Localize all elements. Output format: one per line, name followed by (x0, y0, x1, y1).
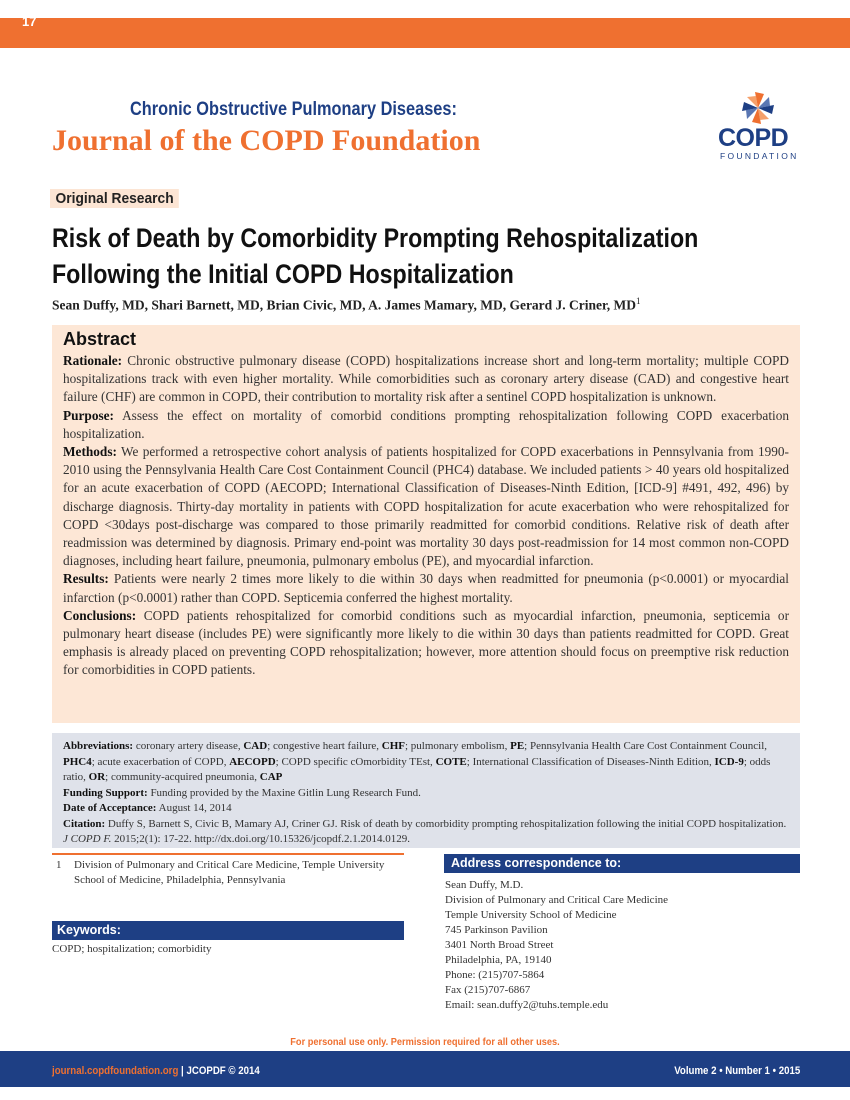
abstract-results (63, 570, 789, 606)
journal-site-link[interactable]: journal.copdfoundation.org (52, 1065, 179, 1077)
funding-text: Funding provided by the Maxine Gitlin Lung Research Fund. (150, 786, 421, 799)
address-line: Phone: (215)707-5864 (445, 969, 545, 981)
address-line: Temple University School of Medicine (445, 909, 617, 921)
abstract-box (52, 325, 800, 723)
citation (63, 817, 789, 848)
author-list (52, 296, 641, 314)
affiliation-mark: 1 (636, 296, 641, 306)
affiliation-footnote (56, 858, 396, 888)
abbr-term: pulmonary embolism, (410, 740, 508, 752)
footnote-number: 1 (56, 859, 62, 871)
abbr: OR (88, 771, 106, 783)
acceptance-label: Date of Acceptance: (63, 802, 157, 814)
abstract-methods (63, 443, 789, 570)
abbr-term: COPD specific cOmorbidity TEst, (281, 755, 433, 768)
copd-foundation-logo (712, 90, 812, 162)
logo-subtext: FOUNDATION (720, 151, 799, 161)
abbreviations: Abbreviations: coronary artery disease, CAD; congestive heart failure, CHF; pulmonary embolism, PE; Pennsylvania Health Care Cost Containment Council, PHC4; acute exacerbation of COPD, AECOPD; COPD specific cOmorbidity TEst, COTE; International Classification of Diseases-Ninth Edition, ICD-9; odds ratio, OR; community-acquired pneumonia, CAP (63, 740, 771, 783)
abbr-term: coronary artery disease, (135, 740, 241, 752)
article-title-line: Following the Initial COPD Hospitalization (52, 259, 514, 289)
citation-label: Citation: (63, 817, 106, 830)
abbr: AECOPD (229, 755, 276, 768)
address-line: Email: sean.duffy2@tuhs.temple.edu (445, 999, 609, 1011)
abbr-term: community-acquired pneumonia, (110, 771, 257, 783)
keywords-text: COPD; hospitalization; comorbidity (52, 943, 212, 955)
footer-left (52, 1065, 260, 1077)
address-line: 3401 North Broad Street (445, 939, 554, 951)
article-title-line: Risk of Death by Comorbidity Prompting Rehospitalization (52, 223, 699, 253)
abbr-term: Pennsylvania Health Care Cost Containment Council, (529, 740, 768, 752)
section-label: Conclusions: (63, 607, 137, 623)
usage-notice: For personal use only. Permission required for all other uses. (290, 1036, 560, 1048)
abstract-purpose (63, 407, 789, 443)
abbr: PHC4 (63, 755, 92, 768)
address-line: 745 Parkinson Pavilion (445, 924, 548, 936)
abbr: ICD-9 (714, 755, 744, 768)
footer-copyright: JCOPDF © 2014 (186, 1065, 260, 1077)
abbr: COTE (435, 755, 467, 768)
journal-title: Journal of the COPD Foundation (52, 124, 481, 157)
abbr: CAP (259, 771, 283, 783)
abbr: CAD (243, 740, 268, 752)
footer-volume: Volume 2 • Number 1 • 2015 (673, 1065, 800, 1077)
funding-label: Funding Support: (63, 786, 148, 799)
section-label: Results: (63, 571, 109, 587)
logo-wordmark: COPD (718, 124, 789, 152)
keywords-header: Keywords: (52, 921, 404, 940)
section-text: Assess the effect on mortality of comorbid conditions prompting rehospitalization following COPD exacerbation hospitalization. (63, 407, 789, 441)
abbr: CHF (381, 740, 405, 752)
abbr: PE (510, 740, 525, 752)
abstract-heading: Abstract (63, 329, 137, 349)
correspondence-header: Address correspondence to: (444, 854, 800, 873)
footnote-text: Division of Pulmonary and Critical Care Medicine, Temple University School of Medicine, Philadelphia, Pennsylvania (74, 859, 385, 886)
article-metadata-box (52, 733, 800, 848)
abbr-term: odds ratio, (63, 755, 771, 783)
top-banner (0, 18, 850, 48)
authors-text: Sean Duffy, MD, Shari Barnett, MD, Brian Civic, MD, A. James Mamary, MD, Gerard J. Criner, MD (52, 297, 637, 313)
page-number: 17 (22, 14, 37, 29)
section-text: Patients were nearly 2 times more likely to die within 30 days when readmitted for pneumonia (p<0.0001) or myocardial infarction (p<0.0001) rather than COPD. Septicemia conferred the highest mortality. (63, 571, 789, 605)
acceptance-text: August 14, 2014 (158, 802, 232, 814)
funding (63, 786, 789, 802)
section-label: Rationale: (63, 353, 123, 368)
abstract-rationale (63, 352, 789, 407)
correspondence-address (445, 878, 668, 1013)
section-label: Methods: (63, 444, 117, 460)
abbreviations-label: Abbreviations: (63, 740, 134, 752)
acceptance-date (63, 801, 789, 817)
abbr-term: acute exacerbation of COPD, (97, 755, 227, 768)
citation-journal: J COPD F. (63, 833, 112, 845)
journal-subtitle: Chronic Obstructive Pulmonary Diseases: (130, 99, 457, 120)
address-line: Division of Pulmonary and Critical Care Medicine (445, 894, 669, 906)
citation-text: Duffy S, Barnett S, Civic B, Mamary AJ, Criner GJ. Risk of death by comorbidity prompting rehospitalization following the initial COPD hospitalization. (107, 817, 787, 830)
citation-details: 2015;2(1): 17-22. http://dx.doi.org/10.15326/jcopdf.2.1.2014.0129. (114, 833, 411, 845)
footer-separator: | (181, 1065, 184, 1077)
address-line: Philadelphia, PA, 19140 (445, 954, 552, 966)
article-title (52, 220, 698, 292)
footnote-divider (52, 853, 404, 855)
section-text: We performed a retrospective cohort analysis of patients hospitalized for COPD exacerbations in Pennsylvania from 1990-2010 using the Pennsylvania Health Care Cost Containment Council (PHC4) database. We included patients > 40 years old hospitalized for an acute exacerbation of COPD (AECOPD; International Classification of Diseases-Ninth Edition, [ICD-9] #491, 492, 496) by discharge diagnosis. Thirty-day mortality in patients with COPD hospitalization for acute exacerbation who were rehospitalized for COPD <30days post-discharge was compared to those primarily readmitted for comorbid conditions. Relative risk of death after readmission was determined by diagnosis. Primary end-point was mortality 30 days post-readmission for 14 most common non-COPD diagnoses, including heart failure, pneumonia, pulmonary embolus (PE), and myocardial infarction. (63, 444, 789, 569)
abbr-term: International Classification of Diseases-Ninth Edition, (472, 755, 712, 768)
section-label: Purpose: (63, 407, 114, 423)
abbr-term: congestive heart failure, (273, 740, 379, 752)
abstract-conclusions (63, 607, 789, 680)
article-type-tag: Original Research (50, 189, 179, 208)
address-line: Sean Duffy, M.D. (445, 879, 524, 891)
address-line: Fax (215)707-6867 (445, 984, 531, 996)
pinwheel-icon (712, 90, 812, 126)
footer-bar (0, 1051, 850, 1087)
section-text: Chronic obstructive pulmonary disease (COPD) hospitalizations increase short and long-term mortality; multiple COPD hospitalizations track with even higher mortality. While comorbidities such as coronary artery disease (CAD) and congestive heart failure (CHF) are common in COPD, their contribution to mortality risk after a sentinel COPD hospitalization is unknown. (63, 353, 789, 405)
section-text: COPD patients rehospitalized for comorbid conditions such as myocardial infarction, pneumonia, septicemia or pulmonary heart disease (includes PE) were significantly more likely to die within 30 days than patients readmitted for COPD. Great emphasis is already placed on preventing COPD rehospitalization; however, more attention should focus on preemptive risk reduction for comorbidities in COPD patients. (63, 607, 790, 678)
